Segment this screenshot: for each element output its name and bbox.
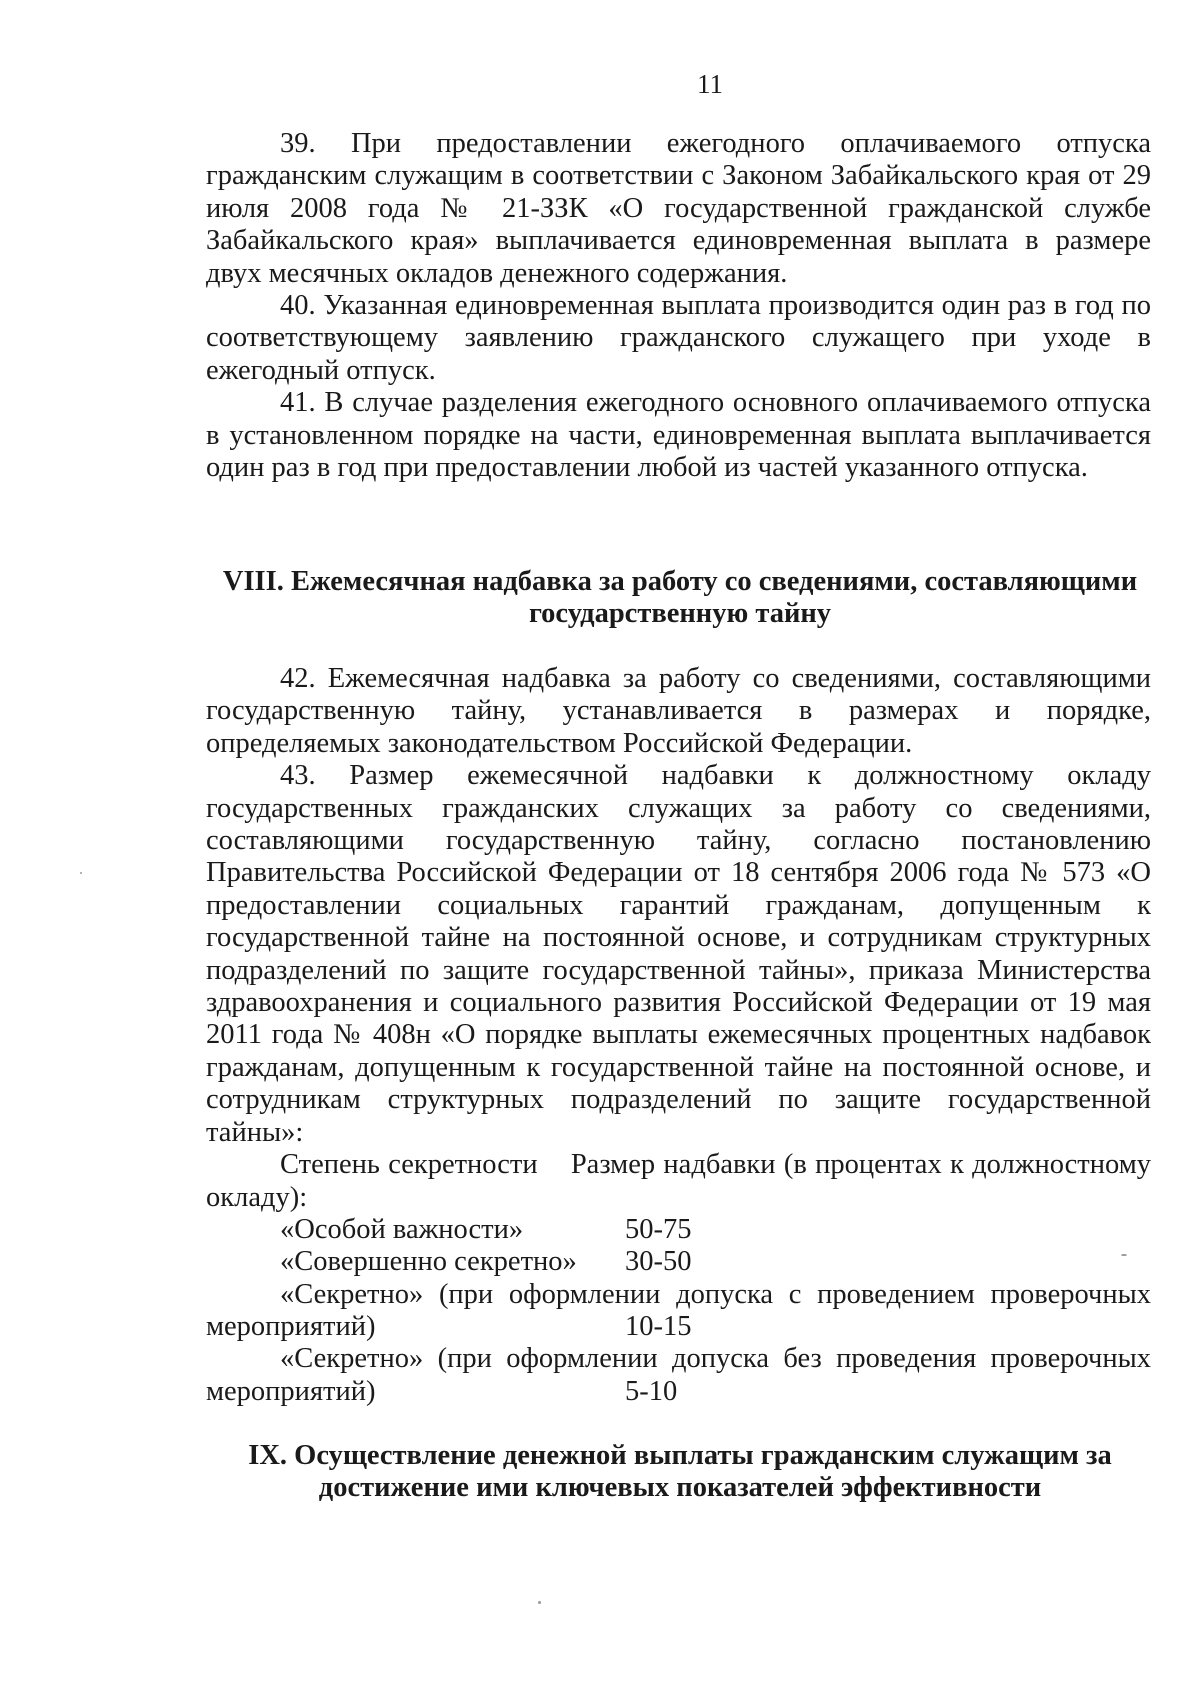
paragraph-39: 39. При предоставлении ежегодного оплачиваемого отпуска гражданским служащим в соответствии с Законом Забайкальского края от 29 июля 2008 года № 21-ЗЗК «О государственной гражданской службе Забайкальского края» выплачивается единовременная выплата в размере двух месячных окладов денежного содержания.	[206, 128, 1151, 289]
section-ix-heading	[200, 1440, 1160, 1504]
scan-speck	[1121, 1254, 1127, 1256]
paragraph-40: 40. Указанная единовременная выплата производится один раз в год по соответствующему заявлению гражданского служащего при уходе в ежегодный отпуск.	[206, 290, 1151, 386]
section-ix-heading-line1: IX. Осуществление денежной выплаты гражданским служащим за	[248, 1440, 1112, 1471]
scan-speck	[538, 1601, 541, 1604]
scan-speck	[80, 872, 82, 874]
secrecy-rate: 30-50	[625, 1246, 692, 1278]
paragraph-41: 41. В случае разделения ежегодного основного оплачиваемого отпуска в установленном порядке на части, единовременная выплата выплачивается один раз в год при предоставлении любой из частей указанного отпуска.	[206, 387, 1151, 484]
paragraph-42: 42. Ежемесячная надбавка за работу со сведениями, составляющими государственную тайну, устанавливается в размерах и порядке, определяемых законодательством Российской Федерации.	[206, 663, 1151, 759]
secret-with-checks-end: мероприятий)	[206, 1311, 376, 1343]
secret-with-checks-row	[206, 1311, 1151, 1343]
secrecy-rate: 50-75	[625, 1213, 692, 1245]
page-number: 11	[697, 69, 723, 99]
section-viii-paragraphs	[206, 663, 1159, 1408]
secret-without-checks-rate: 5-10	[625, 1375, 678, 1407]
section-viii-heading-line2: государственную тайну	[528, 598, 832, 629]
paragraph-43: 43. Размер ежемесячной надбавки к должностному окладу государственных гражданских служащих за работу со сведениями, составляющими государственную тайну, согласно постановлению Правительства Российской Федерации от 18 сентября 2006 года № 573 «О предоставлении социальных гарантий гражданам, допущенным к государственной тайне на постоянной основе, и сотрудникам структурных подразделений по защите государственной тайны», приказа Министерства здравоохранения и социального развития Российской Федерации от 19 мая 2011 года № 408н «О порядке выплаты ежемесячных процентных надбавок гражданам, допущенным к государственной тайне на постоянной основе, и сотрудникам структурных подразделений по защите государственной тайны»:	[206, 760, 1151, 1148]
section-ix-heading-line2: достижение ими ключевых показателей эффективности	[318, 1472, 1042, 1503]
secret-with-checks-text: «Секретно» (при оформлении допуска с проведением проверочных	[280, 1278, 1151, 1310]
secret-without-checks-end: мероприятий)	[206, 1375, 376, 1407]
secret-without-checks-text: «Секретно» (при оформлении допуска без проведения проверочных	[280, 1343, 1151, 1375]
section-viii-heading-line1: VIII. Ежемесячная надбавка за работу со сведениями, составляющими	[222, 566, 1138, 597]
secret-with-checks-rate: 10-15	[625, 1311, 692, 1343]
secrecy-row	[206, 1214, 1151, 1246]
secrecy-table-header: Степень секретности Размер надбавки (в процентах к должностному окладу):	[206, 1149, 1159, 1213]
secrecy-level: «Особой важности»	[280, 1213, 524, 1245]
section-viii-heading	[200, 566, 1160, 630]
secret-without-checks-row	[206, 1376, 1151, 1408]
section-vii-paragraphs	[206, 128, 1151, 484]
secrecy-row	[206, 1246, 1151, 1278]
secrecy-level: «Совершенно секретно»	[280, 1246, 577, 1278]
